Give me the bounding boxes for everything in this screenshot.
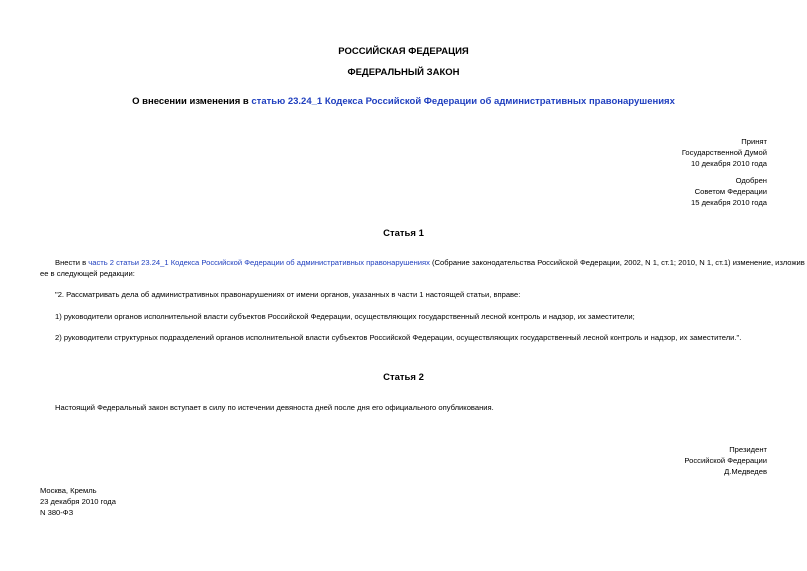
signature-country: Российской Федерации: [684, 456, 767, 465]
approved-by: Советом Федерации: [694, 187, 767, 196]
article-2-title: Статья 2: [383, 372, 424, 383]
signature-role: Президент: [729, 445, 767, 454]
subject-prefix: О внесении изменения в: [132, 96, 252, 107]
document-subject: [0, 96, 807, 107]
intro-prefix: Внести в: [55, 258, 89, 267]
article-2-text: Настоящий Федеральный закон вступает в силу по истечении девяноста дней после дня его официального опубликования.: [55, 403, 494, 412]
document-country: РОССИЙСКАЯ ФЕДЕРАЦИЯ: [338, 46, 469, 57]
law-number: N 380-ФЗ: [40, 508, 74, 517]
article-1-title: Статья 1: [383, 228, 424, 239]
signing-date: 23 декабря 2010 года: [40, 497, 116, 506]
article-1-item-2: 2) руководители структурных подразделений органов исполнительной власти субъектов Российской Федерации, осуществляющих государственный лесной контроль и надзор, их заместители.".: [55, 333, 742, 342]
article-1-item-1: 1) руководители органов исполнительной власти субъектов Российской Федерации, осуществляющих государственный лесной контроль и надзор, их заместители;: [55, 312, 635, 321]
signing-place: Москва, Кремль: [40, 486, 97, 495]
approved-date: 15 декабря 2010 года: [691, 198, 767, 207]
article-1-intro: [40, 257, 805, 279]
subject-link[interactable]: статью 23.24_1 Кодекса Российской Федерации об административных правонарушениях: [251, 96, 675, 107]
intro-suffix: (Собрание законодательства Российской Федерации, 2002, N 1, ст.1; 2010, N 1, ст.1) изменение, изложив: [429, 258, 805, 267]
document-type: ФЕДЕРАЛЬНЫЙ ЗАКОН: [347, 67, 460, 78]
article-1-clause-2: "2. Рассматривать дела об административных правонарушениях от имени органов, указанных в части 1 настоящей статьи, вправе:: [55, 290, 521, 299]
signature-block: [684, 444, 767, 477]
accepted-label: Принят: [741, 137, 767, 146]
adoption-block: [682, 136, 767, 169]
article-1-intro-line-1: [40, 257, 805, 268]
approval-block: [691, 175, 767, 208]
accepted-date: 10 декабря 2010 года: [691, 159, 767, 168]
place-date-block: [40, 485, 116, 518]
intro-link[interactable]: часть 2 статьи 23.24_1 Кодекса Российской Федерации об административных правонарушениях: [88, 258, 430, 267]
accepted-by: Государственной Думой: [681, 148, 767, 157]
signature-name: Д.Медведев: [724, 467, 767, 476]
article-1-intro-line-2: ее в следующей редакции:: [40, 269, 135, 278]
approved-label: Одобрен: [735, 176, 767, 185]
